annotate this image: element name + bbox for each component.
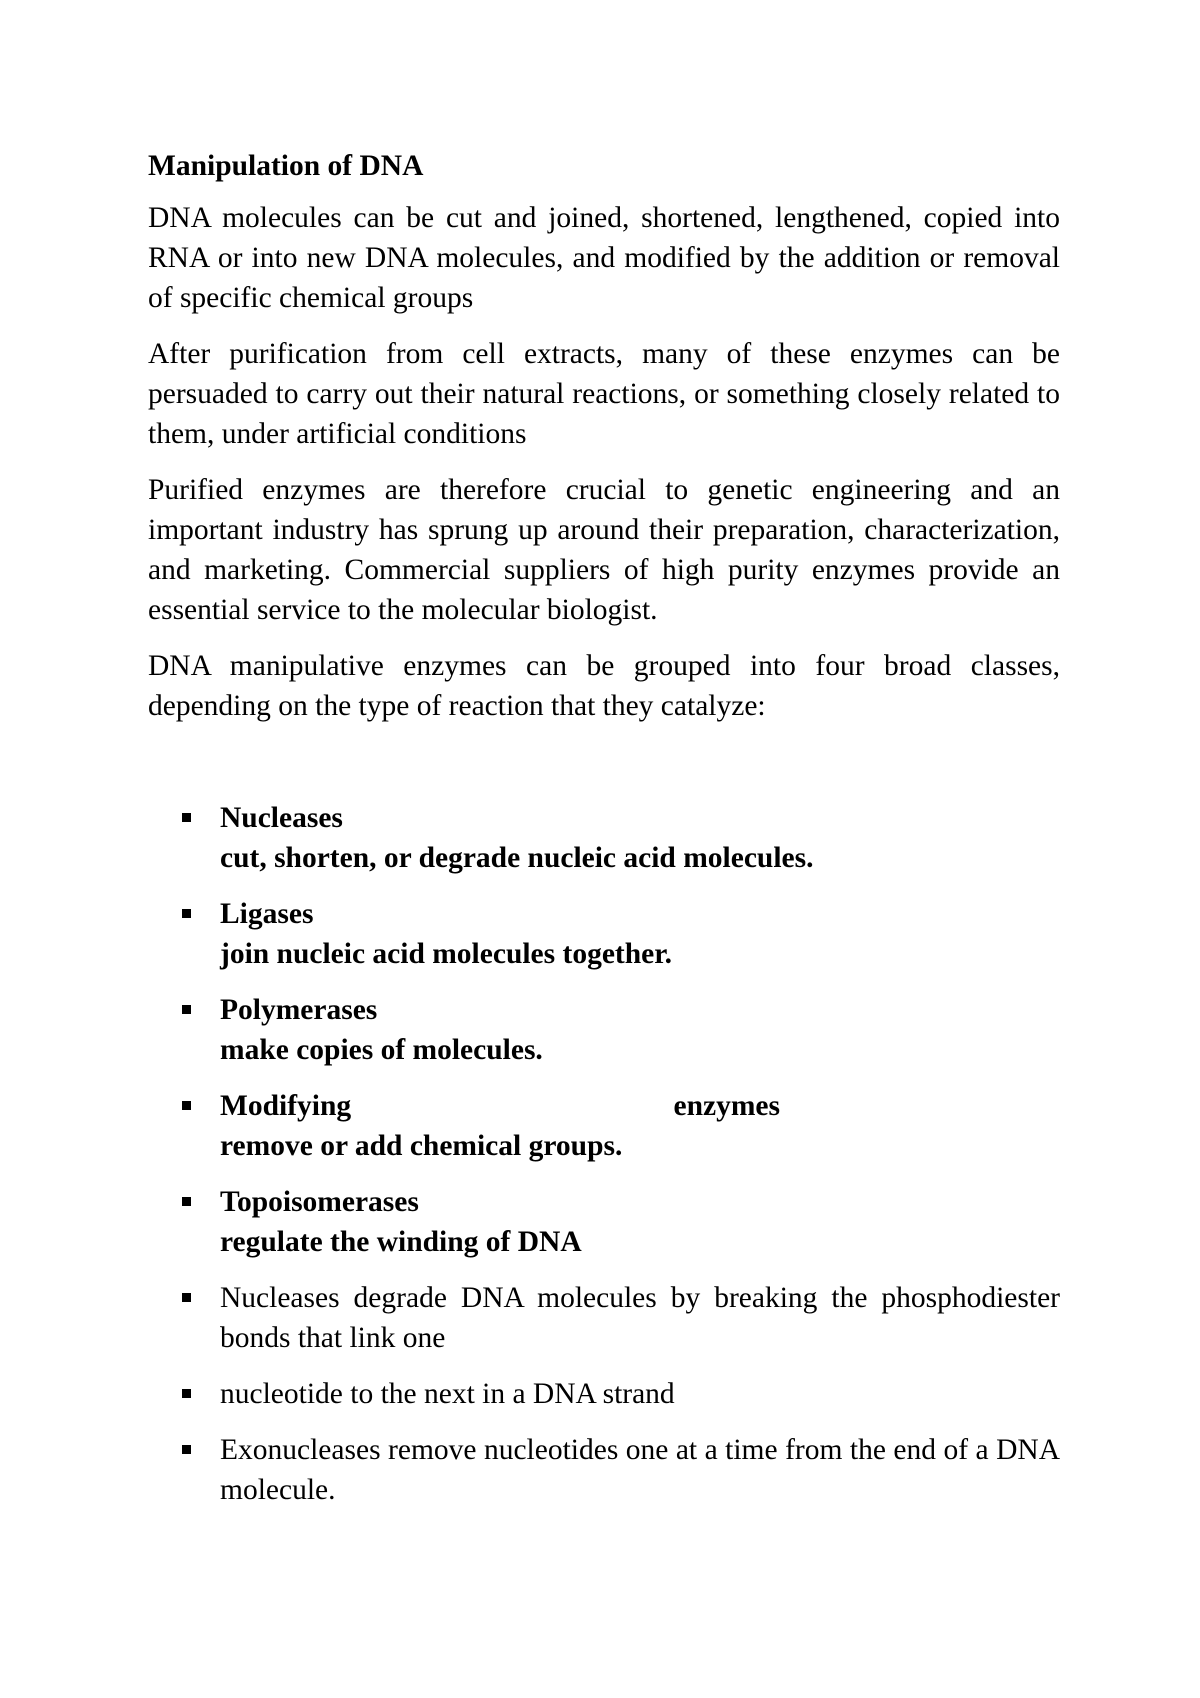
document-title: Manipulation of DNA — [148, 150, 424, 182]
square-bullet-icon — [182, 1389, 191, 1398]
paragraph-intro: DNA molecules can be cut and joined, shortened, lengthened, copied into RNA or into new DNA molecules, and modified by the addition or removal of specific chemical groups — [148, 202, 1060, 314]
note-text: Nucleases degrade DNA molecules by breaking the phosphodiester bonds that link one — [220, 1282, 1060, 1354]
enzyme-class-name: Ligases — [220, 898, 314, 930]
enzyme-class-description: make copies of molecules. — [220, 1034, 543, 1066]
square-bullet-icon — [182, 813, 191, 822]
paragraph-purification: After purification from cell extracts, many of these enzymes can be persuaded to carry out their natural reactions, or something closely related to them, under artificial conditions — [148, 338, 1060, 450]
list-item — [220, 990, 1060, 1070]
note-text: Exonucleases remove nucleotides one at a time from the end of a DNA molecule. — [220, 1434, 1060, 1506]
square-bullet-icon — [182, 1197, 191, 1206]
list-item — [220, 1182, 1060, 1262]
enzyme-class-description: regulate the winding of DNA — [220, 1226, 582, 1258]
enzyme-class-description: cut, shorten, or degrade nucleic acid molecules. — [220, 842, 814, 874]
square-bullet-icon — [182, 1005, 191, 1014]
square-bullet-icon — [182, 1293, 191, 1302]
enzyme-class-name-part1: Modifying — [220, 1090, 352, 1122]
square-bullet-icon — [182, 909, 191, 918]
list-item — [220, 1374, 1060, 1414]
square-bullet-icon — [182, 1101, 191, 1110]
enzyme-class-name — [220, 1086, 780, 1126]
paragraph-classes: DNA manipulative enzymes can be grouped into four broad classes, depending on the type of reaction that they catalyze: — [148, 650, 1060, 722]
enzyme-class-list — [148, 798, 1060, 1510]
enzyme-class-name: Topoisomerases — [220, 1186, 419, 1218]
list-item — [220, 1086, 1060, 1166]
list-item — [220, 1430, 1060, 1510]
paragraph-purified-enzymes: Purified enzymes are therefore crucial to genetic engineering and an important industry has sprung up around their preparation, characterization, and marketing. Commercial suppliers of high purity enzymes provide an essential service to the molecular biologist. — [148, 474, 1060, 626]
enzyme-class-description: remove or add chemical groups. — [220, 1130, 623, 1162]
square-bullet-icon — [182, 1445, 191, 1454]
list-item — [220, 894, 1060, 974]
enzyme-class-name: Nucleases — [220, 802, 343, 834]
list-item — [220, 798, 1060, 878]
enzyme-class-description: join nucleic acid molecules together. — [220, 938, 672, 970]
spacer — [148, 742, 1060, 798]
note-text: nucleotide to the next in a DNA strand — [220, 1378, 675, 1410]
list-item — [220, 1278, 1060, 1358]
document-page — [148, 146, 1060, 1526]
enzyme-class-name-part2: enzymes — [673, 1090, 780, 1122]
enzyme-class-name: Polymerases — [220, 994, 378, 1026]
